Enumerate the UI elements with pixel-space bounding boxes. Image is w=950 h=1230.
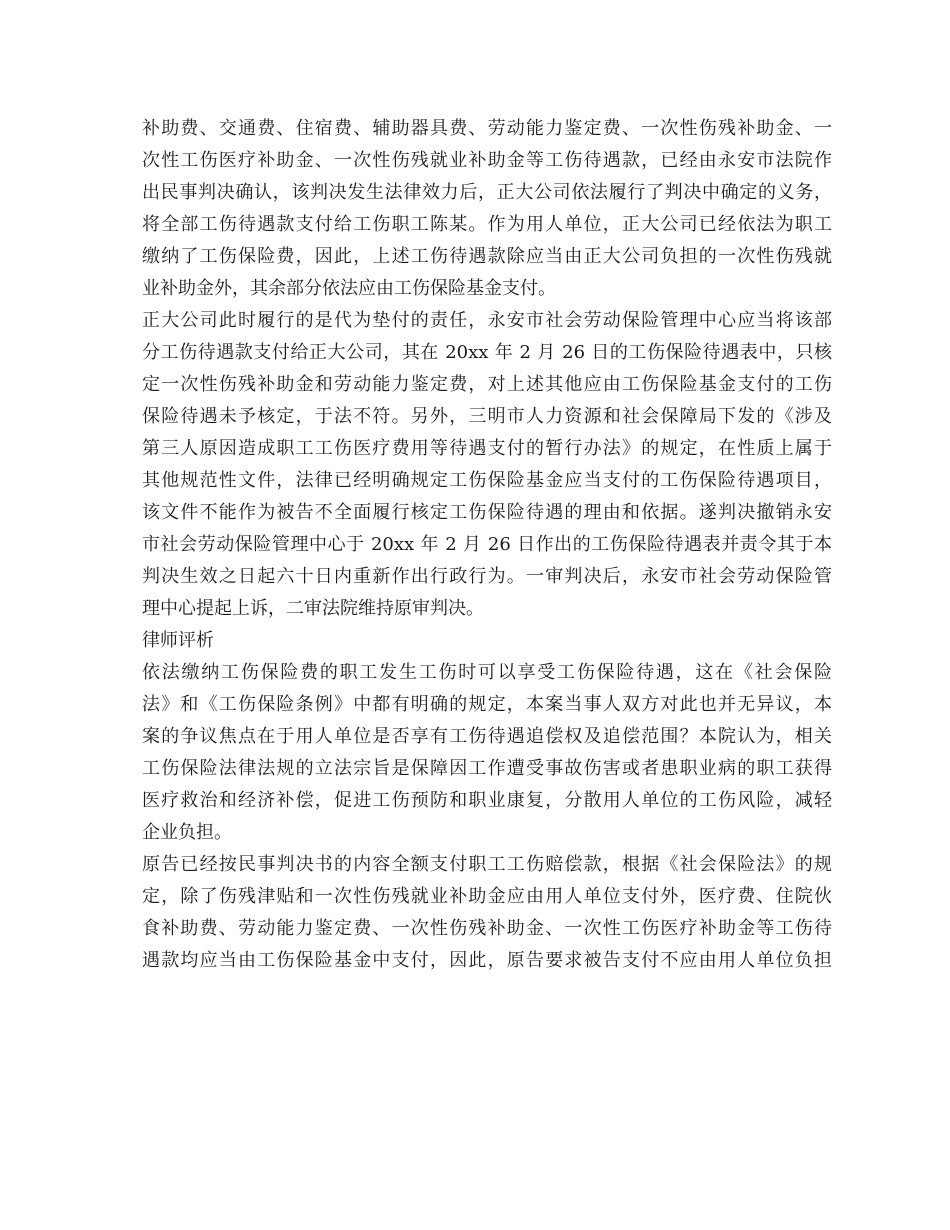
text-line: 企业负担。 bbox=[142, 822, 232, 843]
text-line: 该文件不能作为被告不全面履行核定工伤保险待遇的理由和依据。遂判决撤销永安 bbox=[142, 502, 832, 523]
text-line: 第三人原因造成职工工伤医疗费用等待遇支付的暂行办法》的规定，在性质上属于 bbox=[142, 438, 832, 459]
section-heading: 律师评析 bbox=[142, 630, 214, 651]
text-line: 食补助费、劳动能力鉴定费、一次性伤残补助金、一次性工伤医疗补助金等工伤待 bbox=[142, 918, 832, 939]
text-line: 补助费、交通费、住宿费、辅助器具费、劳动能力鉴定费、一次性伤残补助金、一 bbox=[142, 118, 832, 139]
text-line: 出民事判决确认，该判决发生法律效力后，正大公司依法履行了判决中确定的义务， bbox=[142, 182, 832, 203]
text-line: 原告已经按民事判决书的内容全额支付职工工伤赔偿款，根据《社会保险法》的规 bbox=[142, 854, 832, 875]
document-body bbox=[142, 113, 832, 977]
text-line: 业补助金外，其余部分依法应由工伤保险基金支付。 bbox=[142, 278, 556, 299]
text-line: 遇款均应当由工伤保险基金中支付，因此，原告要求被告支付不应由用人单位负担 bbox=[142, 950, 832, 971]
text-line: 缴纳了工伤保险费，因此，上述工伤待遇款除应当由正大公司负担的一次性伤残就 bbox=[142, 246, 832, 267]
text-line: 其他规范性文件，法律已经明确规定工伤保险基金应当支付的工伤保险待遇项目， bbox=[142, 470, 832, 491]
text-line: 分工伤待遇款支付给正大公司，其在 20xx 年 2 月 26 日的工伤保险待遇表中，只核 bbox=[142, 342, 832, 363]
text-line: 判决生效之日起六十日内重新作出行政行为。一审判决后，永安市社会劳动保险管 bbox=[142, 566, 832, 587]
text-line: 法》和《工伤保险条例》中都有明确的规定，本案当事人双方对此也并无异议，本 bbox=[142, 694, 832, 715]
text-line: 定一次性伤残补助金和劳动能力鉴定费，对上述其他应由工伤保险基金支付的工伤 bbox=[142, 374, 832, 395]
text-line: 正大公司此时履行的是代为垫付的责任，永安市社会劳动保险管理中心应当将该部 bbox=[142, 310, 832, 331]
text-line: 将全部工伤待遇款支付给工伤职工陈某。作为用人单位，正大公司已经依法为职工 bbox=[142, 214, 832, 235]
text-line: 工伤保险法律法规的立法宗旨是保障因工作遭受事故伤害或者患职业病的职工获得 bbox=[142, 758, 832, 779]
text-line: 理中心提起上诉，二审法院维持原审判决。 bbox=[142, 598, 484, 619]
text-line: 次性工伤医疗补助金、一次性伤残就业补助金等工伤待遇款，已经由永安市法院作 bbox=[142, 150, 832, 171]
text-line: 依法缴纳工伤保险费的职工发生工伤时可以享受工伤保险待遇，这在《社会保险 bbox=[142, 662, 832, 683]
text-line: 案的争议焦点在于用人单位是否享有工伤待遇追偿权及追偿范围？本院认为，相关 bbox=[142, 726, 832, 747]
text-line: 定，除了伤残津贴和一次性伤残就业补助金应由用人单位支付外，医疗费、住院伙 bbox=[142, 886, 832, 907]
text-line: 保险待遇未予核定，于法不符。另外，三明市人力资源和社会保障局下发的《涉及 bbox=[142, 406, 832, 427]
text-line: 医疗救治和经济补偿，促进工伤预防和职业康复，分散用人单位的工伤风险，减轻 bbox=[142, 790, 832, 811]
text-line: 市社会劳动保险管理中心于 20xx 年 2 月 26 日作出的工伤保险待遇表并责令其于本 bbox=[142, 534, 832, 555]
